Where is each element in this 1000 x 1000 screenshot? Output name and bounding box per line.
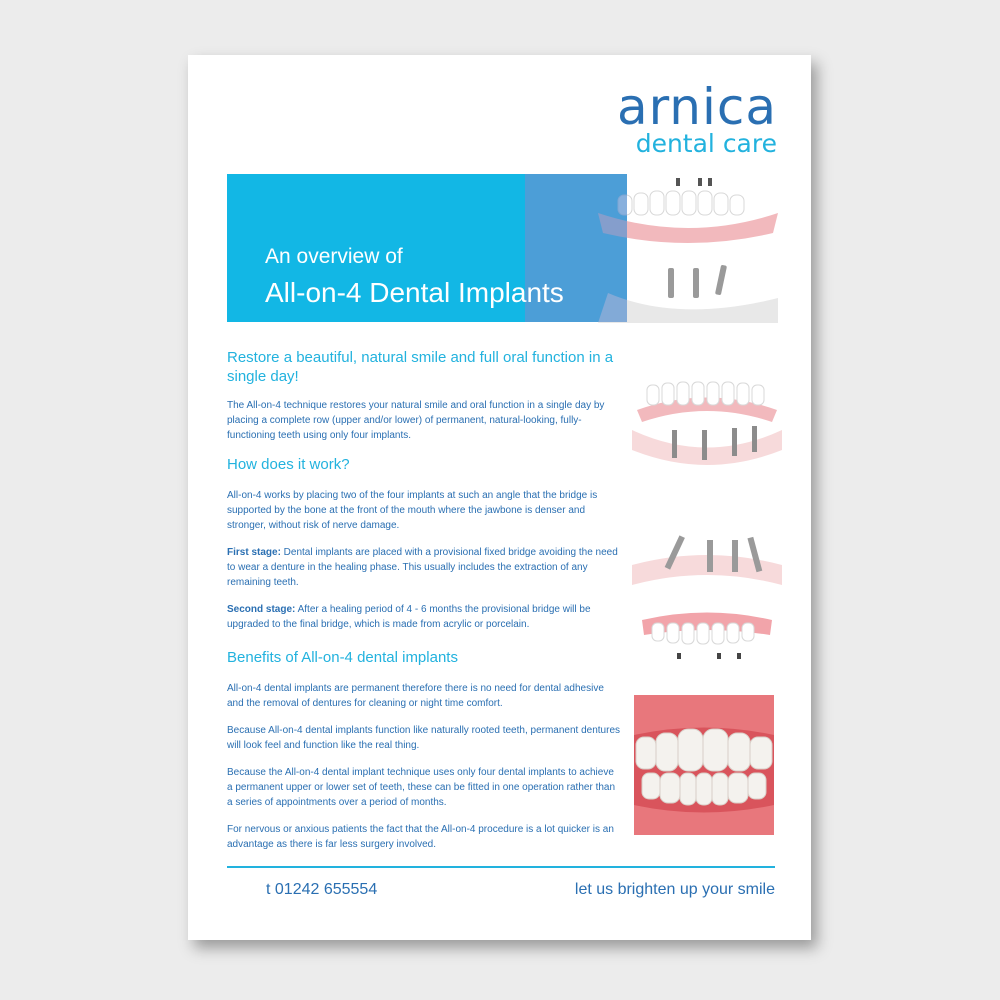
second-stage-text: After a healing period of 4 - 6 months the provisional bridge will be upgraded to the final bridge, which is made from acrylic or porcelain. <box>227 604 591 630</box>
banner-title: All-on-4 Dental Implants <box>265 277 564 308</box>
benefit-paragraph: For nervous or anxious patients the fact that the All-on-4 procedure is a lot quicker is an advantage as there is far less surgery involved. <box>227 824 614 850</box>
logo <box>616 78 777 158</box>
implant-placement-illustration-icon <box>632 525 782 665</box>
logo-subtitle: dental care <box>635 129 777 158</box>
footer-phone: t 01242 655554 <box>266 881 378 898</box>
intro-paragraph: The All-on-4 technique restores your natural smile and oral function in a single day by placing a complete row (upper and/or lower) of permanent, natural-looking, fully-functioning teeth using only four implants. <box>227 400 605 441</box>
smile-photo <box>634 695 774 835</box>
footer-tagline: let us brighten up your smile <box>574 881 775 898</box>
logo-name: arnica <box>616 78 777 136</box>
second-stage-paragraph <box>227 602 622 632</box>
benefits-heading: Benefits of All-on-4 dental implants <box>227 649 458 666</box>
benefit-paragraph: All-on-4 dental implants are permanent therefore there is no need for dental adhesive and the removal of dentures for cleaning or night time comfort. <box>227 683 604 709</box>
benefit-paragraph: Because the All-on-4 dental implant technique uses only four dental implants to achieve a permanent upper or lower set of teeth, these can be fitted in one operation rather than a series of appointments over a period of months. <box>227 767 616 808</box>
brochure-page <box>188 55 811 940</box>
first-stage-text: Dental implants are placed with a provisional fixed bridge avoiding the need to wear a denture in the healing phase. This usually includes the extraction of any remaining teeth. <box>227 547 618 588</box>
banner-subtitle: An overview of <box>265 245 403 268</box>
benefit-paragraph: Because All-on-4 dental implants function like naturally rooted teeth, permanent dentures will look feel and function like the real thing. <box>227 725 621 751</box>
first-stage-paragraph <box>227 545 622 590</box>
footer-divider <box>227 866 775 868</box>
implant-bridge-illustration-icon <box>632 360 782 480</box>
smile-photo-icon <box>634 695 774 835</box>
first-stage-label: First stage: <box>227 547 281 558</box>
how-heading: How does it work? <box>227 456 350 473</box>
lead-heading: Restore a beautiful, natural smile and full oral function in a single day! <box>227 349 614 385</box>
how-paragraph: All-on-4 works by placing two of the four implants at such an angle that the bridge is supported by the bone at the front of the mouth where the jawbone is denser and stronger, without risk of nerve damage. <box>227 490 598 531</box>
main-content <box>227 348 622 864</box>
second-stage-label: Second stage: <box>227 604 296 615</box>
